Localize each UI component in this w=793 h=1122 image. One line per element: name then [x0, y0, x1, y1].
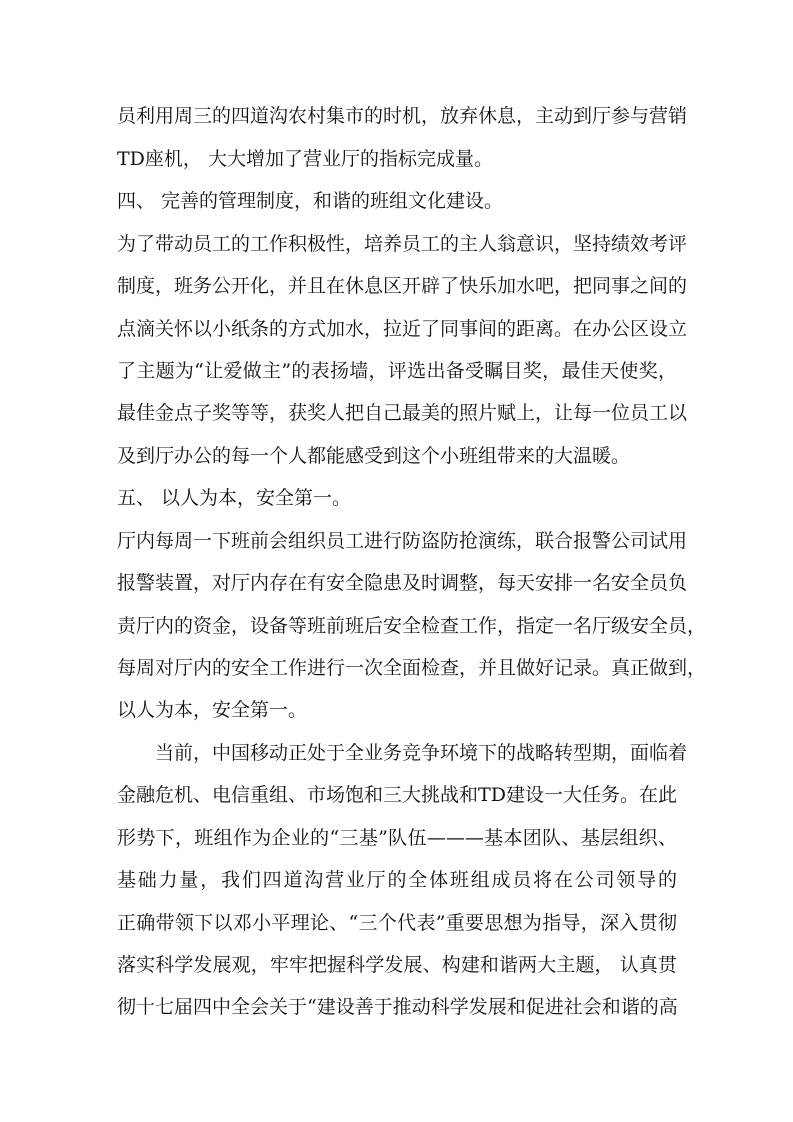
text-line: TD座机， 大大增加了营业厅的指标完成量。 [117, 148, 493, 170]
text-line: 基础力量，我们四道沟营业厅的全体班组成员将在公司领导的 [117, 869, 677, 891]
text-line: 落实科学发展观，牢牢把握科学发展、构建和谐两大主题， 认真贯 [117, 954, 677, 976]
text-line: 为了带动员工的工作积极性，培养员工的主人翁意识，坚持绩效考评 [117, 233, 688, 255]
text-line: 报警装置，对厅内存在有安全隐患及时调整，每天安排一名安全员负 [117, 572, 688, 594]
text-line: 及到厅办公的每一个人都能感受到这个小班组带来的大温暖。 [117, 445, 631, 467]
text-line: 金融危机、电信重组、市场饱和三大挑战和TD建设一大任务。在此 [117, 784, 677, 806]
text-line: 了主题为“让爱做主”的表扬墙，评选出备受瞩目奖，最佳天使奖， [117, 360, 677, 382]
text-line: 形势下，班组作为企业的“三基”队伍———基本团队、基层组织、 [117, 827, 677, 849]
text-line: 最佳金点子奖等等，获奖人把自己最美的照片赋上，让每一位员工以 [117, 402, 688, 424]
text-line: 点滴关怀以小纸条的方式加水，拉近了同事间的距离。在办公区设立 [117, 318, 688, 340]
text-line: 彻十七届四中全会关于“建设善于推动科学发展和促进社会和谐的高 [117, 996, 678, 1018]
text-line: 每周对厅内的安全工作进行一次全面检查，并且做好记录。真正做到， [117, 657, 707, 679]
section-heading: 五、 以人为本，安全第一。 [117, 487, 352, 509]
text-line: 员利用周三的四道沟农村集市的时机，放弃休息，主动到厅参与营销 [117, 105, 688, 127]
text-line: 责厅内的资金，设备等班前班后安全检查工作，指定一名厅级安全员， [117, 615, 707, 637]
text-line: 厅内每周一下班前会组织员工进行防盗防抢演练，联合报警公司试用 [117, 530, 688, 552]
text-line: 正确带领下以邓小平理论、“三个代表”重要思想为指导，深入贯彻 [117, 912, 677, 934]
paragraph-first-line: 当前，中国移动正处于全业务竞争环境下的战略转型期，面临着 [155, 742, 688, 764]
section-heading: 四、 完善的管理制度，和谐的班组文化建设。 [117, 190, 504, 212]
text-line: 制度，班务公开化，并且在休息区开辟了快乐加水吧，把同事之间的 [117, 275, 688, 297]
text-line: 以人为本，安全第一。 [117, 699, 308, 721]
